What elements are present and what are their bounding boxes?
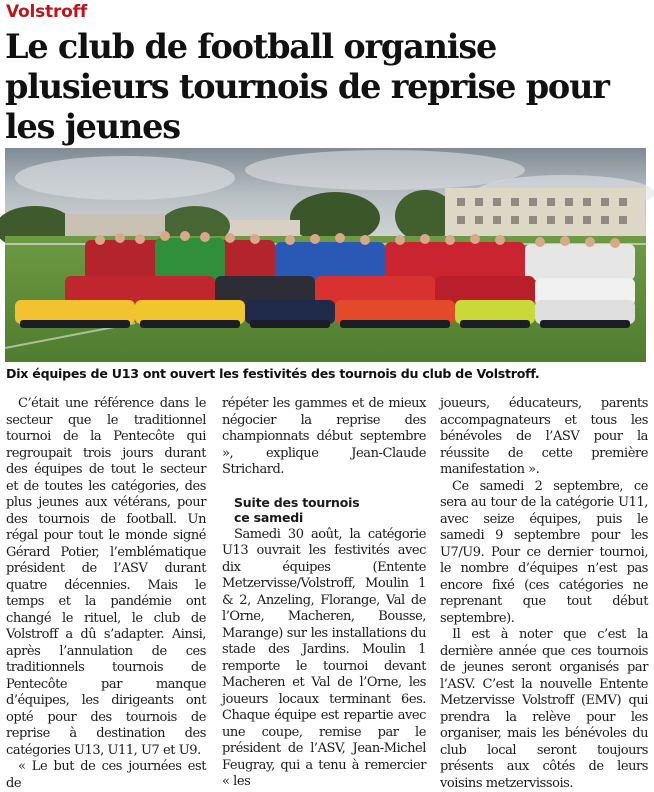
headline: Le club de football organise plusieurs tournois de reprise pour les jeunes — [5, 27, 609, 146]
subheading-line: ce samedi — [234, 509, 304, 525]
column-1 — [6, 396, 206, 792]
paragraph: répéter les gammes et de mieux négocier la reprise des championnats début septembre », explique Jean-Claude Strichard. — [222, 396, 426, 477]
photo-caption: Dix équipes de U13 ont ouvert les festivités des tournois du club de Volstroff. — [6, 366, 540, 381]
paragraph: C’était une référence dans le secteur que le traditionnel tournoi de la Pentecôte qui regroupait trois jours durant des équipes de tout le secteur et de toutes les catégories, des plus jeunes aux vétérans, pour des tournois de football. Un régal pour tout le monde signé Gérard Potier, l’emblématique président de l’ASV durant quatre décennies. Mais le temps et la pandémie ont changé le rituel, le club de Volstroff a dû s’adapter. Ainsi, après l’annulation de ces traditionnels tournois de Pentecôte par manque d’équipes, les dirigeants ont opté pour des tournois de reprise à destination des catégories U13, U11, U7 et U9. — [6, 396, 206, 758]
paragraph: Samedi 30 août, la catégorie U13 ouvrait les festivités avec dix équipes (Entente Metzervisse/Volstroff, Moulin 1 & 2, Anzeling, Florange, Val de l’Orne, Macheren, Bousse, Marange) sur les installations du stade des Jardins. Moulin 1 remporte le tournoi devant Macheren et Val de l’Orne, les joueurs locaux terminant 6es. Chaque équipe est repartie avec une coupe, remise par le président de l’ASV, Jean-Michel Feugray, qui a tenu à remercier « les — [222, 526, 426, 789]
paragraph: Ce samedi 2 septembre, ce sera au tour de la catégorie U11, avec seize équipes, puis le samedi 9 septembre pour les U7/U9. Pour ce dernier tournoi, le nombre d’équipes n’est pas encore fixé (ces catégories ne reprenant que tout début septembre). — [440, 478, 648, 626]
subheading — [234, 495, 426, 525]
paragraph: joueurs, éducateurs, parents accompagnateurs et tous les bénévoles de l’ASV pour la réussite de cette première manifestation ». — [440, 396, 648, 477]
paragraph: Il est à noter que c’est la dernière année que ces tournois de jeunes seront organisés par l’ASV. C’est la nouvelle Entente Metzervisse Volstroff (EMV) qui prendra la relève pour les organiser, mais les bénévoles du club local seront toujours présents aux côtés de leurs voisins metzervissois. — [440, 627, 648, 791]
team-group-photo — [5, 148, 646, 362]
paragraph: « Le but de ces journées est de — [6, 759, 206, 791]
column-3 — [440, 396, 648, 792]
column-2 — [222, 396, 426, 791]
section-kicker: Volstroff — [6, 2, 88, 22]
subheading-line: Suite des tournois — [234, 494, 360, 510]
